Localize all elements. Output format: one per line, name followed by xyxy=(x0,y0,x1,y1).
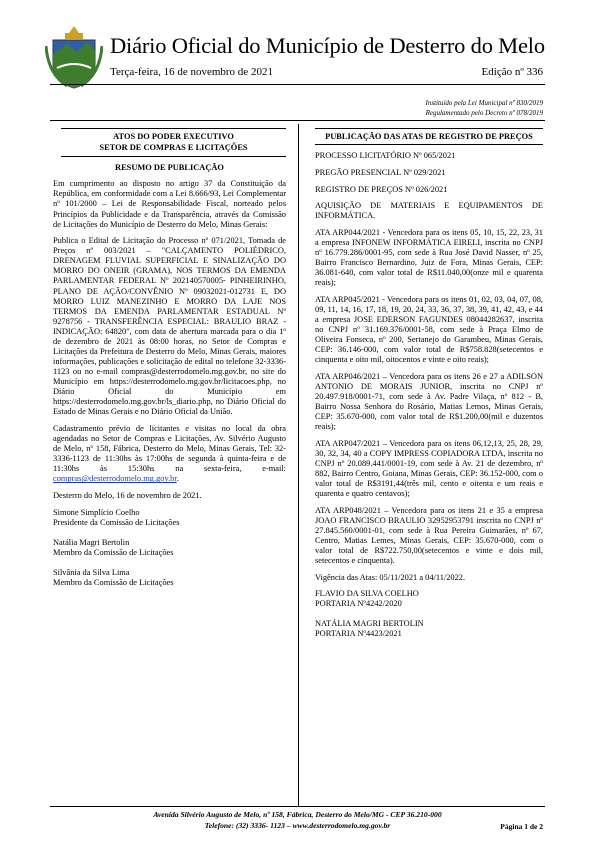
place-date: Desterro do Melo, 16 de novembro de 2021. xyxy=(53,491,202,501)
signer-portaria: PORTARIA Nº4242/2020 xyxy=(315,599,402,609)
signature-block xyxy=(53,568,286,588)
ata-paragraph: ATA ARP046/2021 – Vencedora para os itens 26 e 27 a ADILSON ANTONIO DE MORAIS JUNIOR, inscrita no CNPJ nº 20.497.918/0001-71, com sede à Av. Padre Vilaça, nº 812 - B, Bairro Nossa Senhora do Rosário, Matias Lemos, Minas Gerais, CEP: 35.670-000, com valor total de R$1.200,00(mil e duzentos reais); xyxy=(315,371,543,432)
footer-address: Avenida Silvério Augusto de Melo, nº 158, Fábrica, Desterro do Melo/MG - CEP 36.210-000 xyxy=(153,810,442,819)
signature-name: Natália Magri Bertolin xyxy=(53,537,130,547)
signer-block xyxy=(315,589,543,609)
regulation-note: Regulamentado pelo Decreto nº 078/2019 xyxy=(425,109,543,117)
institution-note: Instituído pela Lei Municipal nº 830/2019 xyxy=(425,99,543,107)
registry-number: REGISTRO DE PREÇOS Nº 026/2021 xyxy=(315,184,448,194)
validity-period: Vigência das Atas: 05/11/2021 a 04/11/2022. xyxy=(315,572,466,582)
edition-number: Edição nº 336 xyxy=(481,66,543,78)
issue-date: Terça-feira, 16 de novembro de 2021 xyxy=(110,66,273,78)
ata-paragraph: ATA ARP045/2021 - Vencedora para os itens 01, 02, 03, 04, 07, 08, 09, 11, 14, 16, 17, 18, 19, 20, 24, 33, 36, 37, 38, 39, 41, 42, 43, e 44 a empresa JOSE EDERSON FAGUNDES 08044282637, inscrita no CNPJ nº 31.169.376/0001-58, com sede à Praça Elmo de Oliveira Fonseca, nº 200, Sertanejo do Garambeu, Minas Gerais, CEP: 36.146-000, com valor total de R$758.828(setecentos e cinquenta e oito mil, oitocentos e vinte e oito reais); xyxy=(315,294,543,365)
process-number: PROCESSO LICITATÓRIO Nº 065/2021 xyxy=(315,151,456,161)
signature-block xyxy=(53,508,286,528)
municipal-coat-of-arms-logo xyxy=(45,24,103,90)
footer-divider xyxy=(50,806,545,807)
newspaper-title: Diário Oficial do Município de Desterro do Melo xyxy=(110,33,545,58)
acquisition-object: AQUISIÇÃO DE MATERIAIS E EQUIPAMENTOS DE INFORMÁTICA. xyxy=(315,201,543,221)
ata-paragraph: ATA ARP048/2021 – Vencedora para os itens 21 e 35 a empresa JOAO FRANCISCO BRAULIO 32952953791 inscrita no CNPJ nº 27.845.560/0001-01, com sede à Rua Pereira Guimarães, nº 67, Centro, Matias Lemes, Minas Gerais, CEP: 35.670-000, com o valor total de R$722.750,00(setecentos e vinte e dois mil, setecentos e cinquenta). xyxy=(315,505,543,566)
registration-text: Cadastramento prévio de licitantes e visitas no local da obra agendadas no Setor de Compras e Licitações, Av. Silvério Augusto de Melo, nº 158, Fábrica, Desterro do Melo, Minas Gerais, Tel: 32-3336-1123 de 11:30hs às 17:00hs de segunda à quinta-feira e de 11:30hs às 15:30hs na sexta-feira, e-mail: xyxy=(53,424,286,474)
email-link[interactable]: compras@desterrodomelo.mg.gov.br xyxy=(53,474,177,484)
section-title-executive: ATOS DO PODER EXECUTIVO xyxy=(113,132,234,141)
signature-block xyxy=(53,538,286,558)
right-column xyxy=(315,128,543,650)
section-title-purchasing: SETOR DE COMPRAS E LICITAÇÕES xyxy=(99,143,248,153)
pregao-number: PREGÃO PRESENCIAL Nº 029/2021 xyxy=(315,167,446,177)
signer-name: FLAVIO DA SILVA COELHO xyxy=(315,589,419,599)
signature-role: Membro da Comissão de Licitações xyxy=(53,578,174,587)
publication-summary-heading: RESUMO DE PUBLICAÇÃO xyxy=(115,162,224,172)
signature-role: Membro da Comissão de Licitações xyxy=(53,547,174,557)
signer-portaria: PORTARIA Nº4423/2021 xyxy=(315,629,402,639)
signer-name: NATÁLIA MAGRI BERTOLIN xyxy=(315,619,424,629)
ata-paragraph: ATA ARP044/2021 - Vencedora para os itens 05, 10, 15, 22, 23, 31 a empresa INFONEW INFORMÁTICA EIRELI, inscrita no CNPJ nº 16.779.286/0001-95, com sede à Rua José David Nasser, nº 25, Bairro Francisco Bernardino, Juiz de Fora, Minas Gerais, CEP: 36.081-640, com valor total de R$11.040,00(onze mil e quarenta reais); xyxy=(315,227,543,288)
column-divider xyxy=(298,124,299,806)
footer-contact: Telefone: (32) 3336- 1123 – www.desterrodomelo.mg.gov.br xyxy=(204,821,391,830)
header-divider xyxy=(50,84,545,85)
signature-name: Silvânia da Silva Lima xyxy=(53,567,130,577)
signer-block xyxy=(315,619,543,639)
signature-role: Presidente da Comissão de Licitações xyxy=(53,517,180,527)
signature-name: Simone Simplício Coelho xyxy=(53,507,140,517)
left-column xyxy=(53,128,286,598)
section-heading-box xyxy=(61,128,286,157)
registration-paragraph: Cadastramento prévio de licitantes e visitas no local da obra agendadas no Setor de Compras e Licitações, Av. Silvério Augusto de Melo, nº 158, Fábrica, Desterro do Melo, Minas Gerais, Tel: 32-3336-1123 de 11:30hs às 17:00hs de segunda à quinta-feira e de 11:30hs às 15:30hs na sexta-feira, e-mail: compras@desterrodomelo.mg.gov.br. xyxy=(53,424,286,484)
price-registry-heading: PUBLICAÇÃO DAS ATAS DE REGISTRO DE PREÇOS xyxy=(315,128,543,145)
content-top-divider xyxy=(50,120,545,121)
intro-paragraph: Em cumprimento ao disposto no artigo 37 da Constituição da República, em conformidade com a Lei 8.666/93, Lei Complementar nº 101/2000 – Lei de Responsabilidade Fiscal, norteado pelos Princípios da Publicidade e da Transparência, através da Comissão de Licitações do Município de Desterro do Melo, Minas Gerais: xyxy=(53,179,286,229)
tender-notice-paragraph: Publica o Edital de Licitação do Processo nº 071/2021, Tomada de Preços nº 003/2021 – "CALÇAMENTO POLIÉDRICO, DRENAGEM FLUVIAL SUPERFICIAL E SINALIZAÇÃO DO MORRO DO ONEIR (GRAMA), NOS TERMOS DA EMENDA PARLAMENTAR FEDERAL Nº 202140570005- PINHEIRINHO, PLANO DE AÇÃO/CONVÊNIO Nº 09032021-012731 E, DO MORRO LUIZ MANEZINHO E MORRO DA LAJE NOS TERMOS DA EMENDA PARLAMENTAR ESTADUAL Nº 9278756 - TRANSFERÊNCIA ESPECIAL: BRAULIO BRAZ - INDICAÇÃO: 64820", com data de abertura marcada para o dia 1º de dezembro de 2021 às 08:00 horas, no Setor de Compras e Licitações da Prefeitura de Desterro do Melo, Minas Gerais, maiores informações, publicações e solicitação de edital no telefone 32-3336-1123 ou no e-mail compras@desterrodomelo.mg.gov.br, no site do Município em https://desterrodomelo.mg.gov.br/licitacoes.php, no Diário Oficial do Município em https://desterrodomelo.mg.gov.br/ls_diario.php, no Diário Oficial do Estado de Minas Gerais e no Diário Oficial da União. xyxy=(53,236,286,417)
ata-paragraph: ATA ARP047/2021 – Vencedora para os itens 06,12,13, 25, 28, 29, 30, 32, 34, 40 a COPY IMPRESS COPIADORA LTDA, inscrita no CNPJ nº 20.089.441/0001-19, com sede à Av. 21 de dezembro, nº 882, Bairro Centro, Goiana, Minas Gerais, CEP: 36.152-000, com o valor total de R$3191,44(três mil, cento e oitenta e um reais e quarenta e quatro centavos); xyxy=(315,438,543,499)
page-number: Página 1 de 2 xyxy=(500,822,543,831)
